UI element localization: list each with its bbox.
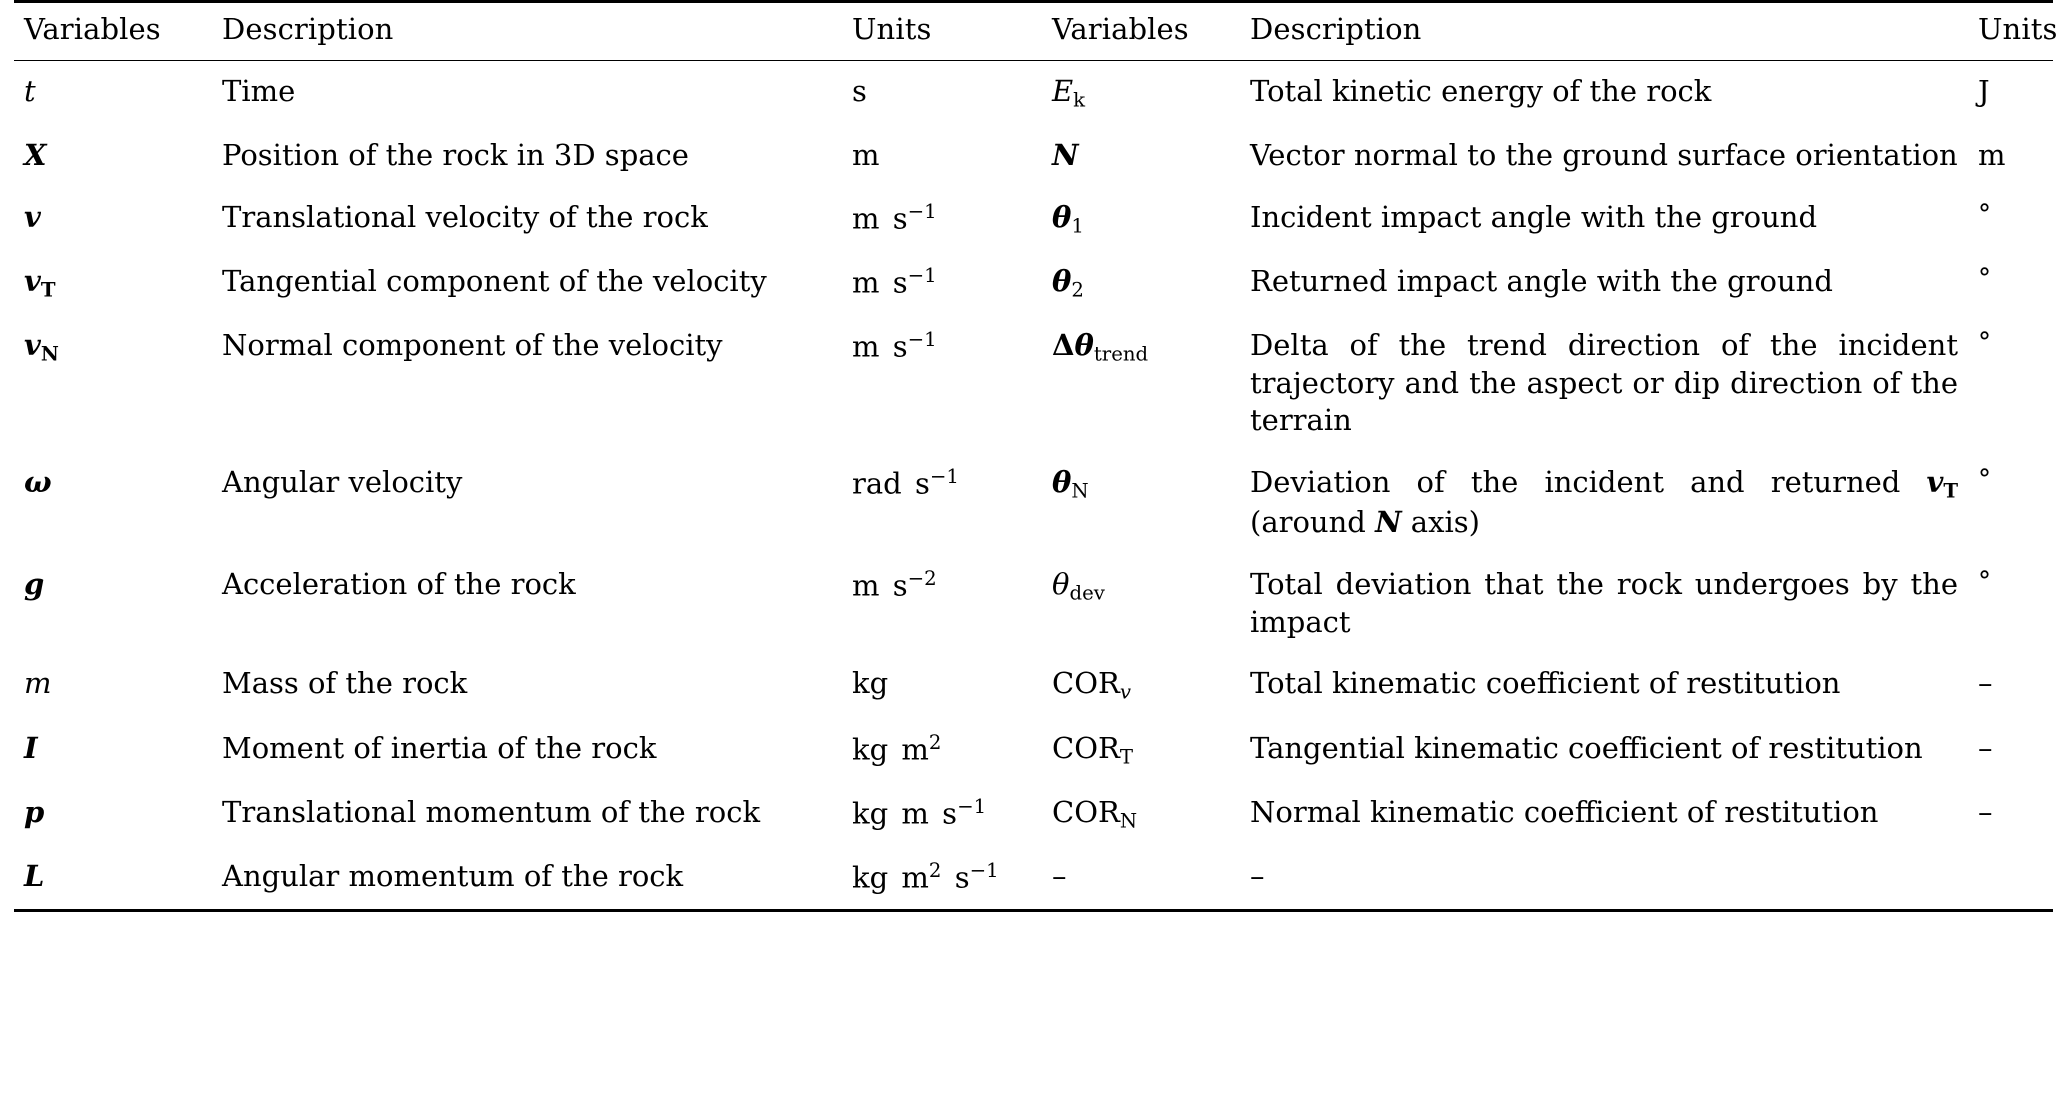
table-header-row xyxy=(14,2,2053,61)
cell-units: m $s^{-1}$ xyxy=(852,328,937,364)
table-row xyxy=(14,187,2053,251)
cell-description: Moment of inertia of the rock xyxy=(222,730,657,765)
column-header-units-1: Units xyxy=(852,12,932,46)
cell-description: Normal kinematic coefficient of restitution xyxy=(1250,794,1879,829)
cell-units: s xyxy=(852,74,867,108)
table-row xyxy=(14,125,2053,187)
cell-variable-vT: $v_T$ xyxy=(24,263,56,302)
cell-variable-ek: $E_k$ xyxy=(1052,74,1086,112)
cell-units: kg m $s^{-1}$ xyxy=(852,794,987,830)
cell-units: – xyxy=(1978,666,1993,701)
column-header-variables-2: Variables xyxy=(1052,12,1189,46)
table-row xyxy=(14,251,2053,315)
cell-variable-empty: – xyxy=(1052,858,1067,893)
cell-units: m $s^{-1}$ xyxy=(852,199,937,236)
cell-units: ° xyxy=(1978,263,1992,294)
cell-units: rad $s^{-1}$ xyxy=(852,465,959,501)
cell-variable-I: I xyxy=(24,730,38,765)
cell-units xyxy=(1968,846,2053,910)
cell-units: – xyxy=(1978,794,1993,829)
cell-units: kg $m^2$ xyxy=(852,730,942,766)
cell-description: Tangential component of the velocity xyxy=(222,263,767,298)
cell-variable-cor-N: $COR_N$ xyxy=(1052,794,1138,833)
column-header-variables-1: Variables xyxy=(24,12,161,46)
cell-description: Total kinetic energy of the rock xyxy=(1250,74,1712,108)
cell-description: Deviation of the incident and returned $v_T$ (around N axis) xyxy=(1250,465,1958,540)
cell-description: Angular momentum of the rock xyxy=(222,858,684,893)
cell-variable-cor-v: $COR_v$ xyxy=(1052,666,1131,704)
cell-description: Delta of the trend direction of the incident trajectory and the aspect or dip direction of the terrain xyxy=(1250,328,1958,438)
table-body xyxy=(14,61,2053,911)
cell-description: Vector normal to the ground surface orientation xyxy=(1250,138,1958,173)
cell-variable-theta-N: $\theta_N$ xyxy=(1052,465,1089,503)
cell-units: ° xyxy=(1978,328,1992,359)
cell-units: kg $m^2$ $s^{-1}$ xyxy=(852,858,999,895)
cell-units: ° xyxy=(1978,199,1992,230)
table-row xyxy=(14,653,2053,717)
column-header-units-2: Units xyxy=(1978,12,2058,46)
cell-variable-cor-T: $COR_T$ xyxy=(1052,730,1133,769)
cell-description: Normal component of the velocity xyxy=(222,328,723,363)
column-header-description-1: Description xyxy=(222,12,394,46)
cell-description: Angular velocity xyxy=(222,465,463,500)
cell-variable-g: g xyxy=(24,567,45,601)
table-row xyxy=(14,554,2053,653)
cell-units: m xyxy=(1978,138,2006,173)
cell-variable-omega: ω xyxy=(24,465,52,500)
cell-variable-vN: $v_N$ xyxy=(24,328,59,366)
cell-description: Translational velocity of the rock xyxy=(222,199,708,234)
cell-description: – xyxy=(1250,858,1265,893)
cell-description: Translational momentum of the rock xyxy=(222,794,761,829)
cell-units: J xyxy=(1978,74,1990,108)
cell-variable-theta-dev: $\theta_{dev}$ xyxy=(1052,567,1105,605)
cell-description: Tangential kinematic coefficient of restitution xyxy=(1250,730,1923,765)
table-row xyxy=(14,718,2053,782)
cell-variable-delta-theta-trend: $\Delta\theta_{trend}$ xyxy=(1052,328,1149,366)
cell-description: Position of the rock in 3D space xyxy=(222,138,689,173)
cell-variable-X: X xyxy=(24,138,47,173)
table-header xyxy=(14,2,2058,61)
cell-units: m $s^{-2}$ xyxy=(852,567,937,603)
cell-units: m xyxy=(852,138,880,173)
table-row xyxy=(14,61,2053,126)
cell-description: Returned impact angle with the ground xyxy=(1250,263,1833,298)
cell-description: Total deviation that the rock undergoes by the impact xyxy=(1250,567,1958,639)
table-row xyxy=(14,452,2053,554)
cell-units: m $s^{-1}$ xyxy=(852,263,937,300)
cell-variable-t: t xyxy=(24,74,36,108)
cell-variable-theta1: $\theta_1$ xyxy=(1052,199,1084,238)
cell-description: Acceleration of the rock xyxy=(222,567,576,601)
table-row xyxy=(14,315,2053,452)
cell-variable-N: N xyxy=(1052,138,1079,173)
cell-units: ° xyxy=(1978,465,1992,496)
cell-variable-v: v xyxy=(24,199,41,234)
cell-variable-m: m xyxy=(24,666,52,701)
cell-description: Incident impact angle with the ground xyxy=(1250,199,1818,234)
table-row xyxy=(14,782,2053,846)
cell-description: Time xyxy=(222,74,296,108)
cell-units: ° xyxy=(1978,567,1992,597)
column-header-description-2: Description xyxy=(1250,12,1422,46)
cell-description: Mass of the rock xyxy=(222,666,468,701)
cell-description: Total kinematic coefficient of restitution xyxy=(1250,666,1841,701)
cell-units: kg xyxy=(852,666,889,701)
table-row xyxy=(14,846,2053,910)
nomenclature-table xyxy=(14,0,2058,912)
cell-units: – xyxy=(1978,730,1993,765)
cell-variable-L: L xyxy=(24,858,45,893)
cell-variable-p: p xyxy=(24,794,45,829)
cell-variable-theta2: $\theta_2$ xyxy=(1052,263,1084,302)
